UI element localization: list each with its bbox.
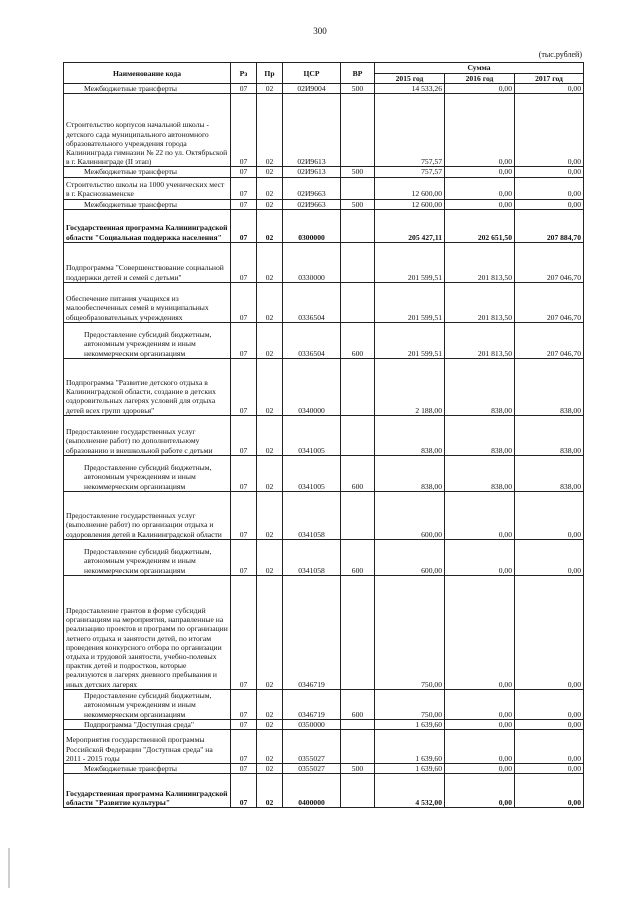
row-vr — [341, 415, 375, 455]
row-pr: 02 — [257, 730, 283, 764]
row-pr: 02 — [257, 575, 283, 689]
row-sum-2016: 0,00 — [445, 575, 515, 689]
row-sum-2015: 205 427,11 — [375, 209, 445, 242]
row-sum-2017: 0,00 — [515, 167, 584, 177]
row-vr — [341, 575, 375, 689]
table-row — [64, 209, 584, 242]
row-csr: 0341058 — [283, 491, 341, 539]
row-rz: 07 — [231, 167, 257, 177]
row-csr: 0355027 — [283, 730, 341, 764]
row-sum-2017: 0,00 — [515, 177, 584, 199]
row-rz: 07 — [231, 415, 257, 455]
row-name: Межбюджетные трансферты — [64, 199, 231, 209]
row-sum-2016: 0,00 — [445, 177, 515, 199]
row-sum-2015: 600,00 — [375, 491, 445, 539]
row-sum-2015: 838,00 — [375, 415, 445, 455]
row-name: Обеспечение питания учащихся из малообеспеченных семей в муниципальных общеобразовательных учреждениях — [64, 282, 231, 322]
row-sum-2016: 0,00 — [445, 167, 515, 177]
row-pr: 02 — [257, 689, 283, 719]
row-sum-2016: 201 813,50 — [445, 322, 515, 358]
row-rz: 07 — [231, 455, 257, 491]
row-sum-2015: 1 639,60 — [375, 764, 445, 774]
row-csr: 02И9663 — [283, 177, 341, 199]
row-name: Строительство корпусов начальной школы - детского сада муниципального автономного образовательного учреждения города Калининграда гимназии № 22 по ул. Октябрьской в г. Калининграде (II этап) — [64, 94, 231, 167]
row-sum-2015: 1 639,60 — [375, 730, 445, 764]
row-name: Предоставление субсидий бюджетным, автономным учреждениям и иным некоммерческим организациям — [64, 455, 231, 491]
row-vr — [341, 730, 375, 764]
row-sum-2015: 2 188,00 — [375, 358, 445, 415]
header-year-2016: 2016 год — [445, 74, 515, 84]
row-csr: 0340000 — [283, 358, 341, 415]
table-row — [64, 322, 584, 358]
row-sum-2016: 0,00 — [445, 774, 515, 808]
row-rz: 07 — [231, 242, 257, 282]
row-sum-2015: 14 533,26 — [375, 84, 445, 94]
row-pr: 02 — [257, 282, 283, 322]
row-pr: 02 — [257, 539, 283, 575]
row-csr: 0350000 — [283, 719, 341, 729]
row-rz: 07 — [231, 575, 257, 689]
row-sum-2016: 0,00 — [445, 689, 515, 719]
row-csr: 0346719 — [283, 689, 341, 719]
row-rz: 07 — [231, 774, 257, 808]
row-sum-2015: 4 532,00 — [375, 774, 445, 808]
row-sum-2017: 0,00 — [515, 730, 584, 764]
row-name: Строительство школы на 1000 ученических мест в г. Краснознаменске — [64, 177, 231, 199]
row-sum-2016: 0,00 — [445, 199, 515, 209]
row-rz: 07 — [231, 730, 257, 764]
row-csr: 0346719 — [283, 575, 341, 689]
row-sum-2017: 0,00 — [515, 764, 584, 774]
row-sum-2017: 0,00 — [515, 719, 584, 729]
row-sum-2016: 201 813,50 — [445, 242, 515, 282]
row-sum-2016: 838,00 — [445, 358, 515, 415]
table-row — [64, 167, 584, 177]
row-sum-2015: 12 600,00 — [375, 177, 445, 199]
row-sum-2016: 838,00 — [445, 415, 515, 455]
header-vr: ВР — [341, 63, 375, 84]
row-name: Мероприятия государственной программы Российской Федерации "Доступная среда" на 2011 - 2015 годы — [64, 730, 231, 764]
row-vr: 500 — [341, 199, 375, 209]
header-sum: Сумма — [375, 63, 584, 74]
row-sum-2015: 12 600,00 — [375, 199, 445, 209]
row-sum-2017: 0,00 — [515, 94, 584, 167]
row-name: Предоставление субсидий бюджетным, автономным учреждениям и иным некоммерческим организациям — [64, 322, 231, 358]
row-sum-2017: 0,00 — [515, 539, 584, 575]
budget-table — [63, 62, 584, 808]
row-vr: 600 — [341, 539, 375, 575]
row-rz: 07 — [231, 209, 257, 242]
row-pr: 02 — [257, 358, 283, 415]
row-sum-2015: 838,00 — [375, 455, 445, 491]
row-sum-2017: 207 046,70 — [515, 282, 584, 322]
row-vr — [341, 719, 375, 729]
row-pr: 02 — [257, 322, 283, 358]
row-vr — [341, 774, 375, 808]
row-sum-2016: 0,00 — [445, 730, 515, 764]
row-csr: 0300000 — [283, 209, 341, 242]
row-sum-2015: 750,00 — [375, 575, 445, 689]
row-vr — [341, 491, 375, 539]
row-pr: 02 — [257, 774, 283, 808]
table-row — [64, 94, 584, 167]
row-csr: 0341005 — [283, 415, 341, 455]
row-rz: 07 — [231, 282, 257, 322]
row-sum-2016: 0,00 — [445, 719, 515, 729]
row-csr: 0355027 — [283, 764, 341, 774]
row-pr: 02 — [257, 415, 283, 455]
table-row — [64, 719, 584, 729]
row-vr — [341, 358, 375, 415]
row-sum-2016: 201 813,50 — [445, 282, 515, 322]
table-row — [64, 177, 584, 199]
row-rz: 07 — [231, 199, 257, 209]
table-body — [64, 84, 584, 808]
row-name: Подпрограмма "Совершенствование социальной поддержки детей и семей с детьми" — [64, 242, 231, 282]
table-row — [64, 455, 584, 491]
table-row — [64, 575, 584, 689]
row-sum-2016: 0,00 — [445, 764, 515, 774]
row-rz: 07 — [231, 177, 257, 199]
row-pr: 02 — [257, 167, 283, 177]
row-rz: 07 — [231, 539, 257, 575]
row-rz: 07 — [231, 491, 257, 539]
row-sum-2016: 0,00 — [445, 94, 515, 167]
row-name: Государственная программа Калининградской области "Развитие культуры" — [64, 774, 231, 808]
row-csr: 0336504 — [283, 322, 341, 358]
row-name: Предоставление субсидий бюджетным, автономным учреждениям и иным некоммерческим организациям — [64, 689, 231, 719]
table-row — [64, 199, 584, 209]
table-row — [64, 730, 584, 764]
table-row — [64, 539, 584, 575]
row-csr: 02И9663 — [283, 199, 341, 209]
row-sum-2017: 207 046,70 — [515, 322, 584, 358]
header-name: Наименование кода — [64, 63, 231, 84]
header-pr: Пр — [257, 63, 283, 84]
row-csr: 02И9613 — [283, 167, 341, 177]
table-row — [64, 774, 584, 808]
row-vr: 600 — [341, 322, 375, 358]
row-sum-2016: 0,00 — [445, 539, 515, 575]
header-rz: Рз — [231, 63, 257, 84]
table-row — [64, 358, 584, 415]
row-vr: 500 — [341, 84, 375, 94]
row-pr: 02 — [257, 491, 283, 539]
row-name: Подпрограмма "Развитие детского отдыха в Калининградской области, создание в детских оздоровительных лагерях условий для отдыха детей всех групп здоровья" — [64, 358, 231, 415]
row-sum-2017: 838,00 — [515, 455, 584, 491]
row-sum-2015: 750,00 — [375, 689, 445, 719]
row-sum-2017: 0,00 — [515, 84, 584, 94]
row-sum-2017: 207 884,70 — [515, 209, 584, 242]
row-pr: 02 — [257, 455, 283, 491]
row-pr: 02 — [257, 177, 283, 199]
row-sum-2017: 838,00 — [515, 415, 584, 455]
row-pr: 02 — [257, 242, 283, 282]
row-sum-2015: 757,57 — [375, 94, 445, 167]
row-sum-2016: 838,00 — [445, 455, 515, 491]
row-name: Предоставление грантов в форме субсидий организациям на мероприятия, направленные на реализацию проектов и программ по организации летнего отдыха и занятости детей, по итогам проведения конкурсного отбора по организации отдыха и трудовой занятости, учебно-полевых практик детей и подростков, которые реализуются в лагерях дневного пребывания и иных детских лагерях — [64, 575, 231, 689]
row-name: Государственная программа Калининградской области "Социальная поддержка населения" — [64, 209, 231, 242]
row-sum-2016: 0,00 — [445, 84, 515, 94]
row-vr — [341, 94, 375, 167]
row-rz: 07 — [231, 84, 257, 94]
row-vr — [341, 209, 375, 242]
row-sum-2015: 201 599,51 — [375, 282, 445, 322]
row-vr: 500 — [341, 167, 375, 177]
row-rz: 07 — [231, 322, 257, 358]
table-row — [64, 764, 584, 774]
row-pr: 02 — [257, 94, 283, 167]
header-csr: ЦСР — [283, 63, 341, 84]
row-sum-2017: 0,00 — [515, 491, 584, 539]
row-rz: 07 — [231, 94, 257, 167]
row-csr: 0400000 — [283, 774, 341, 808]
row-vr — [341, 177, 375, 199]
scan-edge-mark — [8, 848, 10, 888]
row-name: Подпрограмма "Доступная среда" — [64, 719, 231, 729]
page-number: 300 — [313, 26, 327, 36]
row-csr: 0330000 — [283, 242, 341, 282]
row-rz: 07 — [231, 764, 257, 774]
table-row — [64, 491, 584, 539]
row-sum-2015: 201 599,51 — [375, 322, 445, 358]
units-label: (тыс.рублей) — [538, 50, 582, 59]
row-name: Межбюджетные трансферты — [64, 764, 231, 774]
row-sum-2017: 207 046,70 — [515, 242, 584, 282]
row-csr: 0336504 — [283, 282, 341, 322]
row-sum-2017: 0,00 — [515, 689, 584, 719]
row-csr: 0341005 — [283, 455, 341, 491]
row-rz: 07 — [231, 719, 257, 729]
row-pr: 02 — [257, 764, 283, 774]
row-sum-2017: 0,00 — [515, 575, 584, 689]
row-sum-2015: 1 639,60 — [375, 719, 445, 729]
row-sum-2017: 0,00 — [515, 774, 584, 808]
row-pr: 02 — [257, 719, 283, 729]
row-vr: 600 — [341, 455, 375, 491]
table-row — [64, 282, 584, 322]
row-sum-2016: 0,00 — [445, 491, 515, 539]
row-name: Межбюджетные трансферты — [64, 167, 231, 177]
row-name: Предоставление государственных услуг (выполнение работ) по дополнительному образованию и внешкольной работе с детьми — [64, 415, 231, 455]
row-pr: 02 — [257, 84, 283, 94]
row-vr: 500 — [341, 764, 375, 774]
row-sum-2017: 0,00 — [515, 199, 584, 209]
row-pr: 02 — [257, 209, 283, 242]
row-vr — [341, 242, 375, 282]
header-year-2015: 2015 год — [375, 74, 445, 84]
row-name: Предоставление субсидий бюджетным, автономным учреждениям и иным некоммерческим организациям — [64, 539, 231, 575]
header-year-2017: 2017 год — [515, 74, 584, 84]
row-rz: 07 — [231, 358, 257, 415]
row-sum-2015: 201 599,51 — [375, 242, 445, 282]
row-sum-2016: 202 651,50 — [445, 209, 515, 242]
row-vr — [341, 282, 375, 322]
table-row — [64, 689, 584, 719]
row-name: Межбюджетные трансферты — [64, 84, 231, 94]
row-sum-2015: 600,00 — [375, 539, 445, 575]
row-csr: 02И9613 — [283, 94, 341, 167]
table-row — [64, 242, 584, 282]
row-pr: 02 — [257, 199, 283, 209]
row-csr: 0341058 — [283, 539, 341, 575]
row-name: Предоставление государственных услуг (выполнение работ) по организации отдыха и оздоровления детей в Калининградской области — [64, 491, 231, 539]
row-sum-2017: 838,00 — [515, 358, 584, 415]
row-sum-2015: 757,57 — [375, 167, 445, 177]
table-row — [64, 84, 584, 94]
row-csr: 02И9004 — [283, 84, 341, 94]
row-rz: 07 — [231, 689, 257, 719]
table-row — [64, 415, 584, 455]
row-vr: 600 — [341, 689, 375, 719]
